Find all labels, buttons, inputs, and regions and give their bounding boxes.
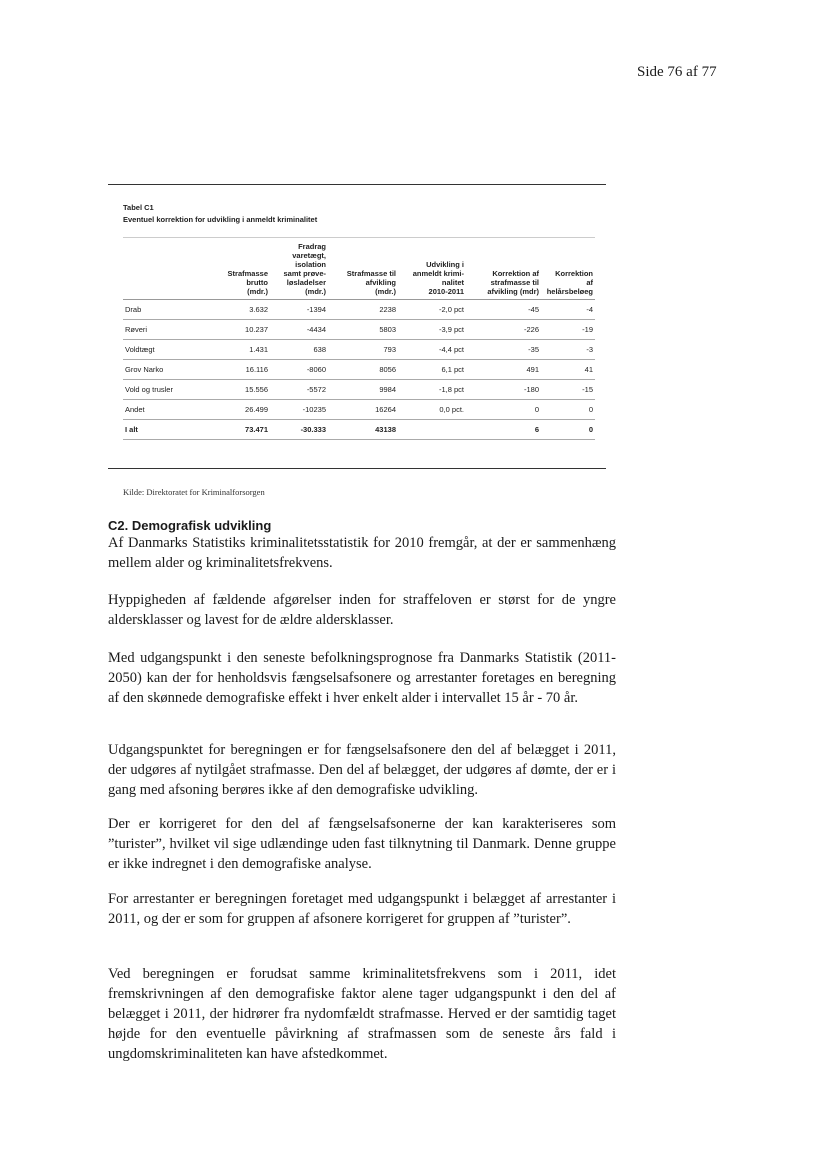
table-row	[123, 300, 595, 320]
table-row	[123, 360, 595, 380]
table-cell: 41	[541, 360, 595, 380]
table-cell: -1394	[270, 300, 328, 320]
table-cell: 2238	[328, 300, 398, 320]
table-cell: 6	[466, 420, 541, 440]
table-subtitle: Eventuel korrektion for udvikling i anmeldt kriminalitet	[123, 215, 318, 224]
table-cell: 8056	[328, 360, 398, 380]
table-cell: -1,8 pct	[398, 380, 466, 400]
table-row	[123, 380, 595, 400]
table-cell: 491	[466, 360, 541, 380]
table-cell: -35	[466, 340, 541, 360]
paragraph: Af Danmarks Statistiks kriminalitetsstatistik for 2010 fremgår, at der er sammenhæng mellem alder og kriminalitetsfrekvens.	[108, 535, 616, 571]
table-cell: -5572	[270, 380, 328, 400]
table-total-row	[123, 420, 595, 440]
table-cell: Vold og trusler	[123, 380, 218, 400]
paragraph: For arrestanter er beregningen foretaget med udgangspunkt i belægget af arrestanter i 2011, og der er som for gruppen af afsonere korrigeret for gruppen af ”turister”.	[108, 891, 616, 927]
table-source: Kilde: Direktoratet for Kriminalforsorgen	[123, 487, 265, 497]
page-number: Side 76 af 77	[637, 64, 717, 80]
table-cell: 1.431	[218, 340, 270, 360]
table-cell: 793	[328, 340, 398, 360]
table-cell: 43138	[328, 420, 398, 440]
paragraph: Med udgangspunkt i den seneste befolkningsprognose fra Danmarks Statistik (2011-2050) kan der for henholdsvis fængselsafsonere og arrestanter foretages en beregning af den skønnede demografiske effekt i hver enkelt alder i intervallet 15 år - 70 år.	[108, 650, 616, 706]
table-row	[123, 340, 595, 360]
table-header-cell: Korrektion af helårsbeløeg	[541, 242, 595, 300]
table-header-rule	[123, 237, 595, 238]
table-cell: 10.237	[218, 320, 270, 340]
table-cell: Andet	[123, 400, 218, 420]
table-header-cell: Strafmasse brutto (mdr.)	[218, 242, 270, 300]
table-cell: -19	[541, 320, 595, 340]
table-cell: Røveri	[123, 320, 218, 340]
table-header-cell: Udvikling i anmeldt krimi- nalitet 2010-2011	[398, 242, 466, 300]
table-header-cell: Korrektion af strafmasse til afvikling (mdr)	[466, 242, 541, 300]
table-cell: -45	[466, 300, 541, 320]
table-cell: 638	[270, 340, 328, 360]
paragraph: Udgangspunktet for beregningen er for fængselsafsonere den del af belægget i 2011, der udgøres af nytilgået strafmasse. Den del af belægget, der udgøres af dømte, der er i gang med afsoning berøres ikke af den demografiske udvikling.	[108, 742, 616, 798]
paragraph: Hyppigheden af fældende afgørelser inden for straffeloven er størst for de yngre aldersklasser og lavest for de ældre aldersklasser.	[108, 592, 616, 628]
table-row	[123, 320, 595, 340]
table-cell: -2,0 pct	[398, 300, 466, 320]
table-cell: 6,1 pct	[398, 360, 466, 380]
table-header-cell: Fradrag varetægt, isolation samt prøve- løsladelser (mdr.)	[270, 242, 328, 300]
table-cell: 15.556	[218, 380, 270, 400]
table-cell: 73.471	[218, 420, 270, 440]
table-cell: 5803	[328, 320, 398, 340]
paragraph: Der er korrigeret for den del af fængselsafsonerne der kan karakteriseres som ”turister”, hvilket vil sige udlændinge uden fast tilknytning til Danmark. Denne gruppe er ikke indregnet i den demografiske analyse.	[108, 816, 616, 872]
table-cell: I alt	[123, 420, 218, 440]
table-cell: 9984	[328, 380, 398, 400]
paragraph: Ved beregningen er forudsat samme kriminalitetsfrekvens som i 2011, idet fremskrivningen af den demografiske faktor alene tager udgangspunkt i den del af belægget i 2011, der hidrører fra nydomfældt strafmasse. Herved er der samtidig taget højde for den eventuelle påvirkning af strafmassen som de seneste års fald i ungdomskriminaliteten kan have afstedkommet.	[108, 966, 616, 1062]
crime-table	[123, 242, 595, 440]
table-cell	[398, 420, 466, 440]
table-cell: -3,9 pct	[398, 320, 466, 340]
table-cell: 0	[541, 420, 595, 440]
table-cell: -226	[466, 320, 541, 340]
table-title: Tabel C1	[123, 203, 154, 212]
table-header-cell	[123, 242, 218, 300]
table-cell: -4	[541, 300, 595, 320]
table-header-cell: Strafmasse til afvikling (mdr.)	[328, 242, 398, 300]
section-heading: C2. Demografisk udvikling	[108, 518, 272, 533]
table-cell: -4,4 pct	[398, 340, 466, 360]
table-cell: 0	[541, 400, 595, 420]
table-cell: Voldtægt	[123, 340, 218, 360]
table-cell: -30.333	[270, 420, 328, 440]
table-cell: 16.116	[218, 360, 270, 380]
table-top-rule	[108, 184, 606, 185]
table-cell: 26.499	[218, 400, 270, 420]
table-cell: 0,0 pct.	[398, 400, 466, 420]
table-cell: -10235	[270, 400, 328, 420]
table-cell: 0	[466, 400, 541, 420]
table-cell: -3	[541, 340, 595, 360]
table-cell: -15	[541, 380, 595, 400]
table-cell: 16264	[328, 400, 398, 420]
table-cell: -4434	[270, 320, 328, 340]
table-cell: Grov Narko	[123, 360, 218, 380]
table-cell: Drab	[123, 300, 218, 320]
table-row	[123, 400, 595, 420]
table-header-row	[123, 242, 595, 300]
table-cell: -8060	[270, 360, 328, 380]
table-cell: -180	[466, 380, 541, 400]
table-cell: 3.632	[218, 300, 270, 320]
table-bottom-rule	[108, 468, 606, 469]
